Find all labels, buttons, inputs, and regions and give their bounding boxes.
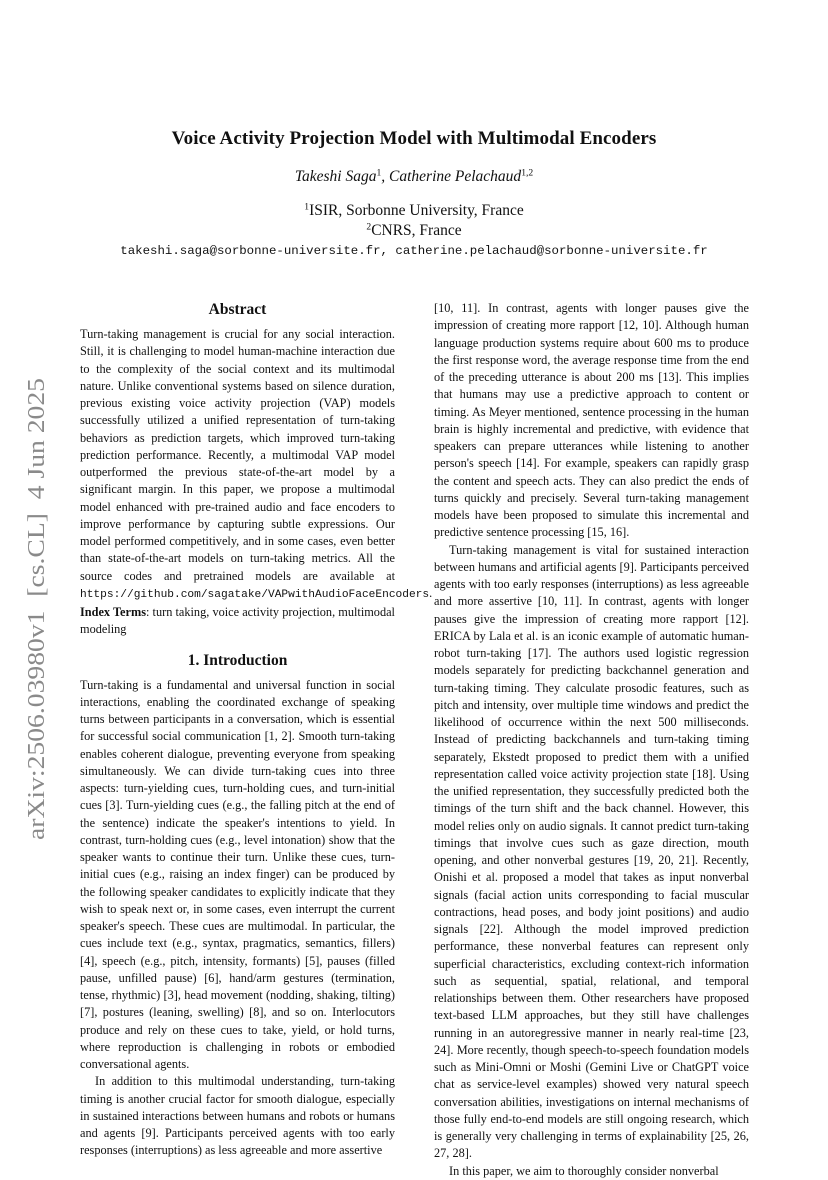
paragraph-continued: [10, 11]. In contrast, agents with longer pauses give the impression of creating more rapport [12, 10]. Although human language production systems require about 600 ms to produce the first response word, the average response time from the end of the preceding utterance is about 200 ms [13]. This implies that humans may use a predictive approach to content or timing. As Meyer mentioned, sentence processing in the human brain is highly incremental and predictive, with evidence that speakers can prepare utterances while listening to another person's speech [14]. For example, speakers can rapidly grasp the content and speech acts. They can also predict the ends of turns quickly and precisely. Several turn-taking management models have been proposed to simulate this incremental and predictive sentence processing [15, 16]. [434, 301, 749, 540]
index-terms-label: Index Terms [80, 605, 146, 619]
abstract-heading: Abstract [208, 301, 267, 318]
arxiv-stamp [22, 378, 52, 840]
introduction-heading: 1. Introduction [187, 651, 288, 669]
abstract-text-end: . [429, 585, 433, 600]
affiliation [0, 202, 828, 220]
paragraph: In addition to this multimodal understanding, turn-taking timing is another crucial factor for smooth dialogue, especially in sustained interactions between humans and robots or humans and agents [9]. Participants perceived agents with too early responses (interruptions) as less agreeable and more assertive [80, 1074, 395, 1158]
arxiv-identifier: arXiv:2506.03980v1 [cs.CL] 4 Jun 2025 [24, 438, 50, 840]
affiliation-mark: 1 [304, 201, 310, 213]
abstract-body [80, 326, 433, 604]
paragraph: In this paper, we aim to thoroughly consider nonverbal [449, 1163, 719, 1178]
author-list [0, 168, 828, 186]
affiliation-name: ISIR, Sorbonne University, France [309, 202, 524, 219]
author-name: Catherine Pelachaud [389, 168, 522, 185]
right-column [434, 300, 749, 1180]
affiliation [0, 222, 828, 240]
paragraph: Turn-taking management is vital for sustained interaction between humans and artificial agents [9]. Participants perceived agents with too early responses (interruptions) as less agreeable and more assertive [10, 11]. In contrast, agents with longer pauses give the impression of creating more rapport [12]. ERICA by Lala et al. is an iconic example of automatic human-robot turn-taking [17]. The authors used logistic regression models separately for predicting backchannel generation and turn-taking timing. They calculate prosodic features, such as pitch and intensity, over multiple time windows and predict the likelihood of occurrence within the next 500 milliseconds. Instead of predicting backchannels and turn-taking timing separately, Ekstedt proposed to predict them with a unified representation called voice activity projection state [18]. Using the unified representation, they successfully predicted both the timings of the turn shift and the back channel. However, this model relies only on audio signals. It cannot predict turn-taking timings that involve cues such as gaze direction, mouth opening, and other nonverbal gestures [19, 20, 21]. Recently, Onishi et al. proposed a model that takes as input nonverbal signals (facial action units corresponding to facial muscular contractions, head poses, and body joint positions) and audio signals [22]. Although the model improved prediction performance, these nonverbal features can represent only superficial characteristics, excluding context-rich information such as sequential, spatial, relational, and temporal relationships between them. Other researchers have proposed text-based LLM approaches, but they still have challenges running in an autoregressive manner in nearly real-time [23, 24]. More recently, though speech-to-speech foundation models such as Mini-Omni or Moshi (Gemini Live or ChatGPT voice chat as service-level examples) showed very natural speech conversation abilities, investigations on internal mechanisms of those fully end-to-end models are still ongoing research, which is generally very challenging in terms of explainability [25, 26, 27, 28]. [434, 542, 749, 1161]
index-terms-text: : turn taking, voice activity projection, multimodal modeling [80, 605, 395, 637]
author-affiliation-mark: 1,2 [521, 167, 534, 179]
author-name: Takeshi Saga [294, 168, 377, 185]
author-affiliation-mark: 1 [376, 167, 382, 179]
left-column [80, 300, 433, 1160]
paragraph: Turn-taking is a fundamental and universal function in social interactions, enabling the coordinated exchange of speaking turns between participants in a conversation, which is essential for successful social communication [1, 2]. Smooth turn-taking enables coherent dialogue, preventing everyone from speaking simultaneously. We can divide turn-taking cues into three aspects: turn-yielding cues, turn-holding cues, and turn-initial cues [3]. Turn-yielding cues (e.g., the falling pitch at the end of the sentence) indicate the speaker's intentions to yield. In contrast, turn-holding cues (e.g., level intonation) show that the speaker wants to continue their turn. Unlike these cues, turn-initial cues (e.g., raising an index finger) can be produced by the following speaker candidates to explicitly indicate that they wish to speak next or, in some cases, even interrupt the current speaker's speech. These cues are multimodal. In particular, the cues include text (e.g., syntax, pragmatics, semantics, fillers) [4], speech (e.g., pitch, intensity, formants) [5], pauses (filled pause, unfilled pause) [6], hand/arm gestures (termination, tense, rhythmic) [3], head movement (nodding, shaking, tilting) [7], postures (leaning, swelling) [8], and so on. Interlocutors produce and rely on these cues to take, yield, or hold turns, where reproduction is challenging in robots or embodied conversational agents. [80, 677, 395, 1071]
affiliation-name: CNRS, France [371, 222, 462, 239]
author-emails: takeshi.saga@sorbonne-universite.fr, catherine.pelachaud@sorbonne-universite.fr [120, 244, 708, 258]
source-code-link[interactable]: https://github.com/sagatake/VAPwithAudioFaceEncoders [80, 588, 430, 601]
affiliation-mark: 2 [366, 221, 372, 233]
index-terms [80, 604, 395, 639]
paper-title: Voice Activity Projection Model with Multimodal Encoders [171, 128, 657, 149]
abstract-text: Turn-taking management is crucial for any social interaction. Still, it is challenging to model human-machine interaction due to the complexity of the social context and its multimodal nature. Unlike conventional systems based on silence duration, previous existing voice activity projection (VAP) models successfully utilized a unified representation of turn-taking behaviors as prediction targets, which improved turn-taking prediction performance. Recently, a multimodal VAP model outperformed the previous state-of-the-art model by a significant margin. In this paper, we propose a multimodal model enhanced with pre-trained audio and face encoders to improve performance by capturing subtle expressions. Our model performed competitively, and in some cases, even better than state-of-the-art models on turn-taking metrics. All the source codes and pretrained models are available at [80, 327, 395, 583]
author-separator: , [381, 168, 390, 185]
